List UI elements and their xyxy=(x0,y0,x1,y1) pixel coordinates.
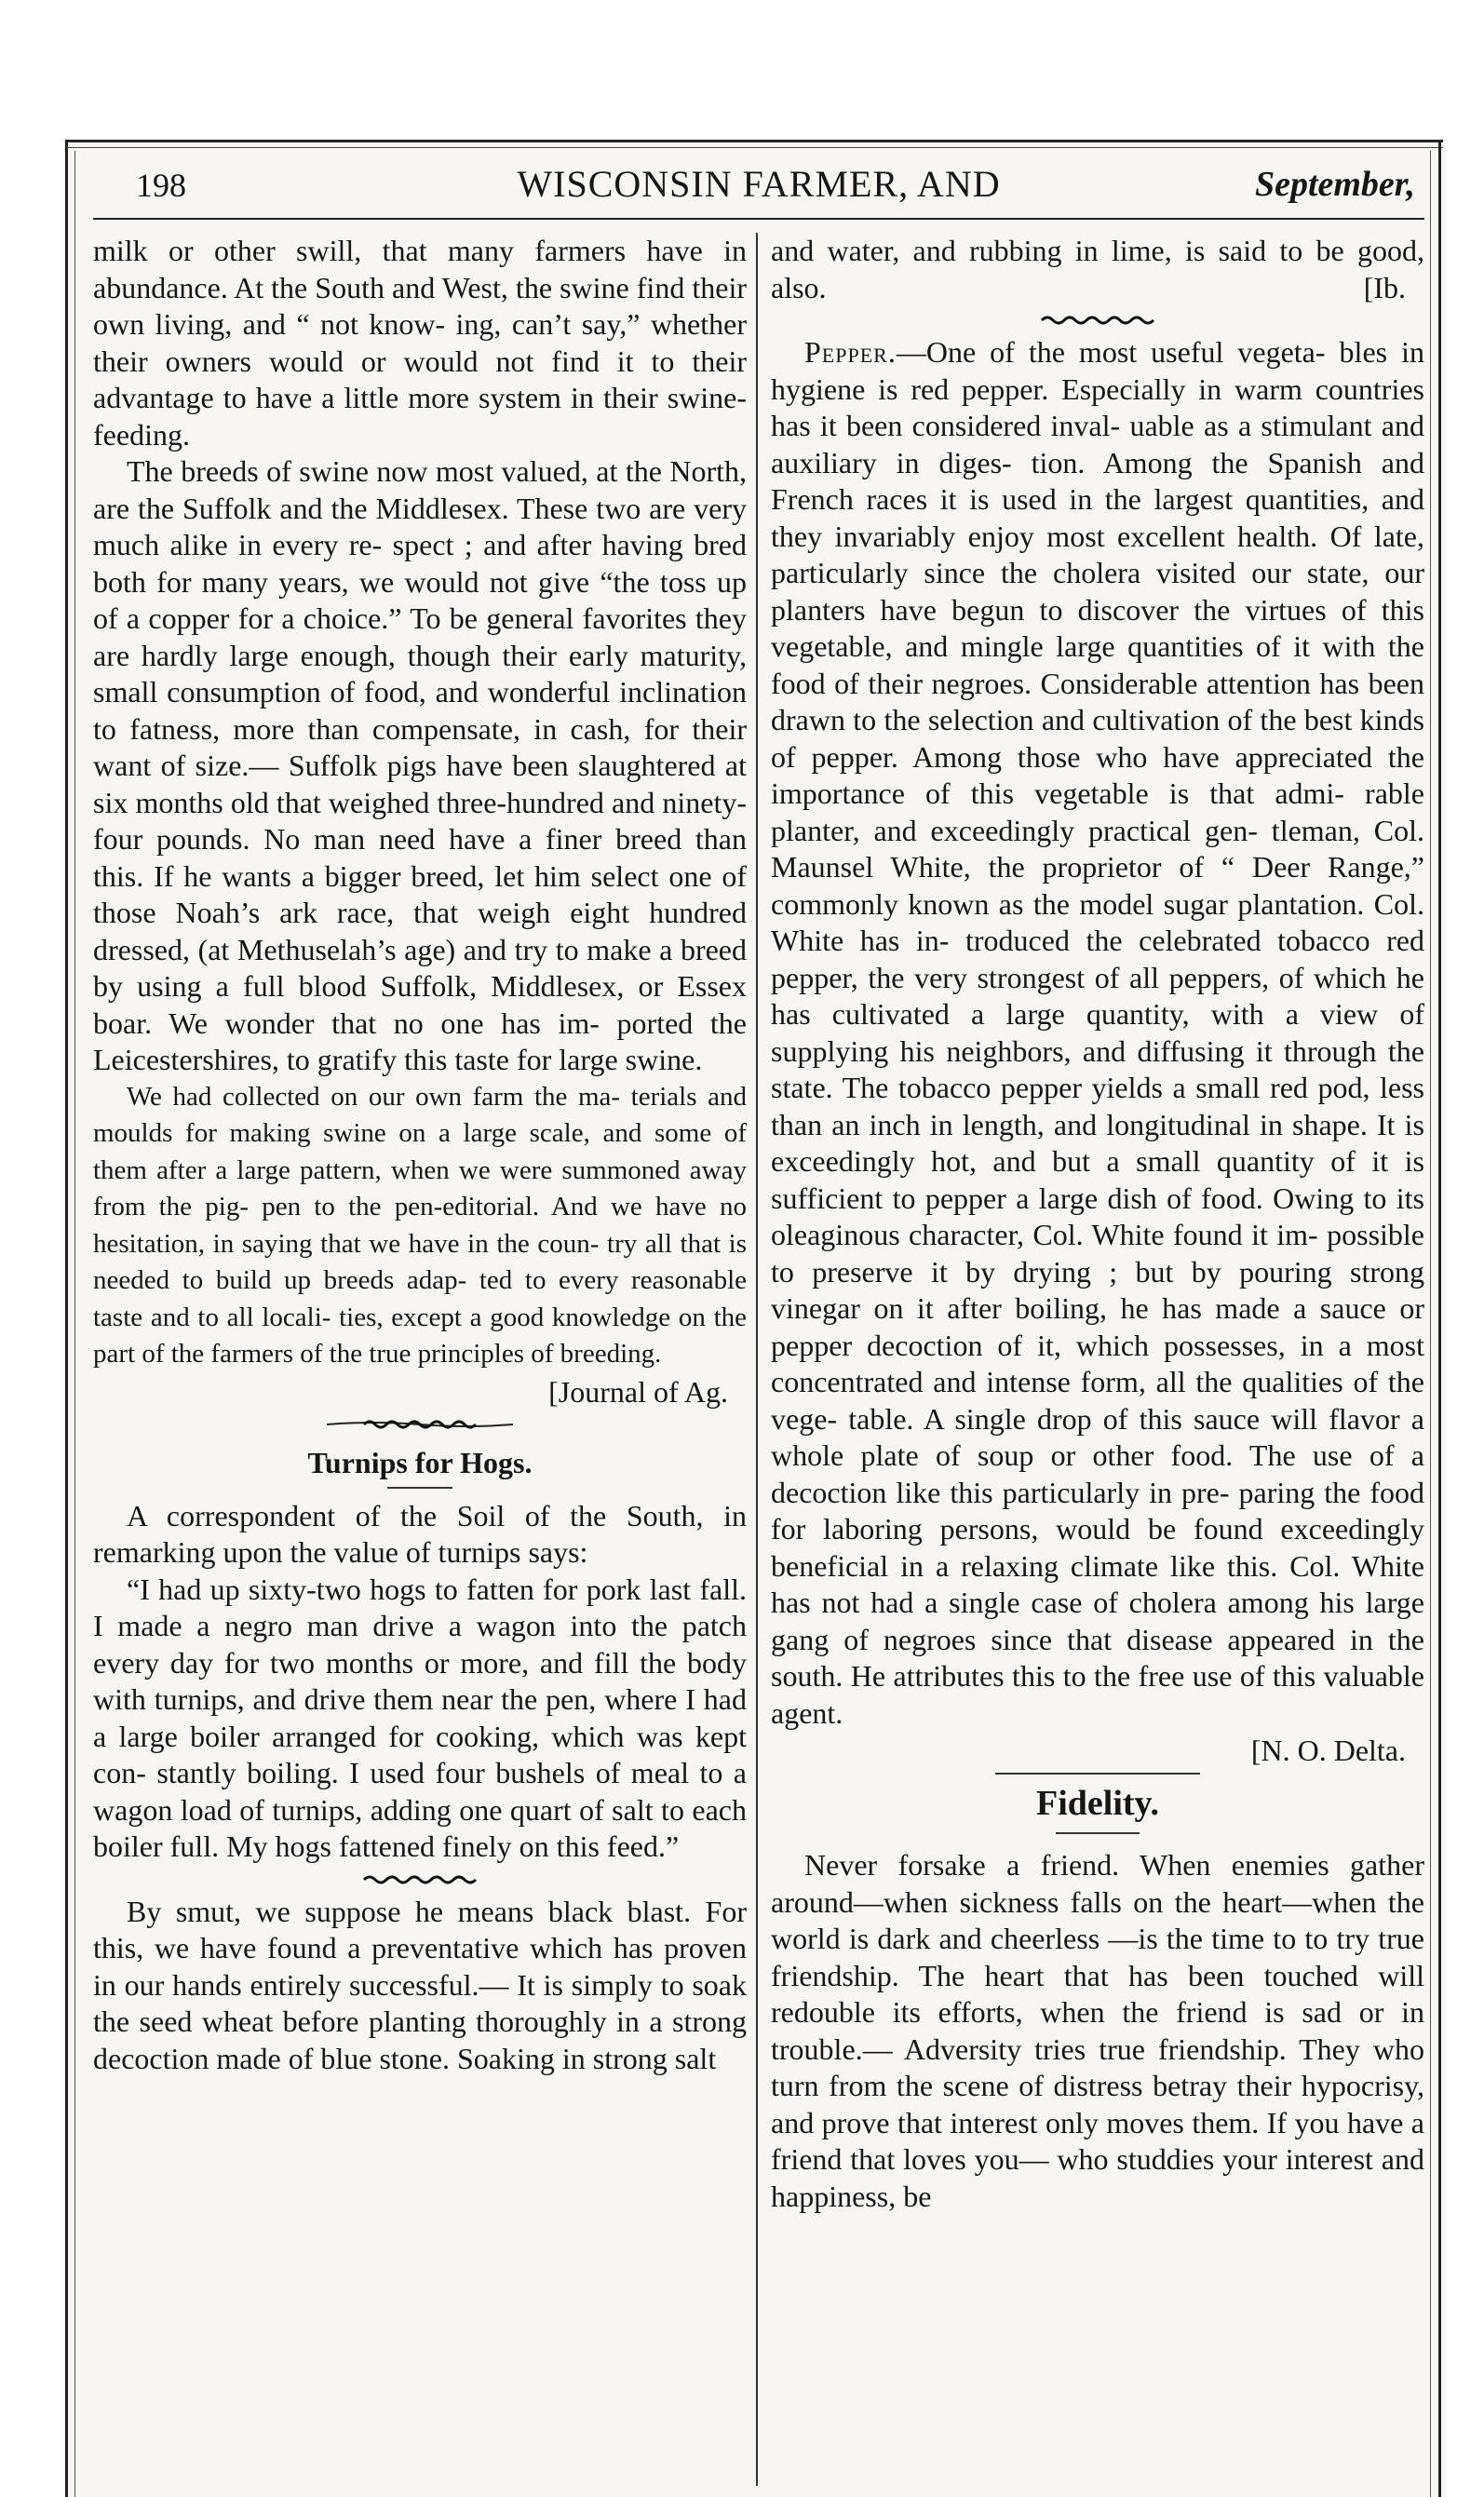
ornament-divider xyxy=(93,1866,747,1894)
heading-rule xyxy=(387,1487,452,1489)
column-divider xyxy=(756,233,758,2486)
ornament-divider xyxy=(93,1410,747,1438)
quote-paragraph: “I had up sixty-two hogs to fatten for pork last fall. I made a negro man drive a wagon into the patch every day for two months or more, and fill the body with turnips, and drive them near the pen, where I had a large boiler arranged for cooking, which was kept con- stantly boiling. I used four bushels of meal to a wagon load of turnips, adding one quart of salt to each boiler full. My hogs fattened finely on this feed.” xyxy=(93,1572,747,1863)
source-citation: [N. O. Delta. xyxy=(1250,1734,1406,1767)
paragraph: —One of the most useful vegeta- bles in hygiene is red pepper. Especially in warm countries has it been considered inval- uable as a stimulant and auxiliary in diges- tion. Among the Spanish and French races it is used in the largest quantities, and they invariably enjoy most excellent health. Of late, particularly since the cholera visited our state, our planters have begun to discover the virtues of this vegetable, and mingle large quantities of it with the food of their negroes. Considerable attention has been drawn to the selection and cultivation of the best kinds of pepper. Among those who have appreciated the importance of this vegetable is that admi- rable planter, and exceedingly practical gen- tleman, Col. Maunsel White, the proprietor of “ Deer Range,” commonly known as the model sugar plantation. Col. White has in- troduced the celebrated tobacco red pepper, the very strongest of all peppers, of which he has cultivated a large quantity, with a view of supplying his neighbors, and diffusing it through the state. The tobacco pepper yields a small red pod, less than an inch in length, and longitudinal in shape. It is exceedingly hot, and but a small quantity of it is sufficient to pepper a large dish of food. Owing to its oleaginous character, Col. White found it im- possible to preserve it by drying ; but by pouring strong vinegar on it after boiling, he has made a sauce or pepper decoction of it, which possesses, in a most concentrated and intense form, all the qualities of the vege- table. A single drop of this sauce will flavor a whole plate of soup or other food. The use of a decoction like this particularly in pre- paring the food for laboring persons, would be found exceedingly beneficial in a relaxing climate like this. Col. White has not had a single case of cholera among his large gang of negroes since that disease appeared in the south. He attributes this to the free use of this valuable agent. xyxy=(771,335,1424,1730)
paragraph: Never forsake a friend. When enemies gather around—when sickness falls on the heart—when the world is dark and cheerless —is the time to to try true friendship. The heart that has been touched will redouble its efforts, when the friend is sad or in trouble.— Adversity tries true friendship. They who turn from the scene of distress betray their hypocrisy, and prove that interest only moves them. If you have a friend that loves you— who studdies your interest and happiness, be xyxy=(771,1848,1424,2213)
paragraph: We had collected on our own farm the ma- terials and moulds for making swine on a large scale, and some of them after a large pattern, when we were summoned away from the pig- pen to the pen-editorial. And we have no hesitation, in saying that we have in the coun- try all that is needed to build up breeds adap- ted to every reasonable taste and to all locali- ties, except a good knowledge on the part of the farmers of the true principles of breeding. xyxy=(93,1081,747,1369)
running-title: WISCONSIN FARMER, AND xyxy=(517,163,1001,205)
article-heading: Turnips for Hogs. xyxy=(307,1445,533,1479)
left-column xyxy=(93,233,747,2486)
page-header xyxy=(93,158,1424,214)
paragraph: The breeds of swine now most valued, at the North, are the Suffolk and the Middlesex. These two are very much alike in every re- spect ; and after having bred both for many years, we would not give “the toss up of a copper for a choice.” To be general favorites they are hardly large enough, though their early maturity, small consumption of food, and wonderful inclination to fatness, more than compensate, in cash, for their want of size.— Suffolk pigs have been slaughtered at six months old that weighed three-hundred and ninety-four pounds. No man need have a finer breed than this. If he wants a bigger breed, let him select one of those Noah’s ark race, that weigh eight hundred dressed, (at Methuselah’s age) and try to make a breed by using a full blood Suffolk, Middlesex, or Essex boar. We wonder that no one has im- ported the Leicestershires, to gratify this taste for large swine. xyxy=(93,454,747,1076)
page-number: 198 xyxy=(136,167,186,204)
top-border xyxy=(67,140,1443,142)
heading-rule xyxy=(1056,1832,1140,1834)
issue-month: September, xyxy=(1254,165,1415,204)
right-border xyxy=(1438,140,1441,2497)
paragraph: milk or other swill, that many farmers have in abundance. At the South and West, the swine find their own living, and “ not know- ing, can’t say,” whether their owners would or would not find it to their advantage to have a little more system in their swine-feeding. xyxy=(93,234,747,452)
right-column xyxy=(771,233,1424,2486)
ornament-divider xyxy=(771,306,1424,334)
source-citation: [Journal of Ag. xyxy=(548,1374,728,1409)
source-citation: [Ib. xyxy=(1363,271,1406,304)
left-border-inner xyxy=(74,151,75,2497)
lead-word: Pepper. xyxy=(804,335,897,369)
article-heading: Fidelity. xyxy=(1036,1784,1159,1823)
header-rule xyxy=(93,218,1424,220)
section-rule xyxy=(995,1773,1200,1775)
right-border-inner xyxy=(1430,151,1431,2497)
paragraph: By smut, we suppose he means black blast. For this, we have found a preventative which has proven in our hands entirely successful.— It is simply to soak the seed wheat before planting thoroughly in a strong decoction made of blue stone. Soaking in strong salt xyxy=(93,1894,747,2075)
paragraph: and water, and rubbing in lime, is said to be good, also. xyxy=(771,234,1424,304)
paragraph: A correspondent of the Soil of the South, in remarking upon the value of turnips says: xyxy=(93,1498,747,1569)
top-border-inner xyxy=(67,147,1443,148)
